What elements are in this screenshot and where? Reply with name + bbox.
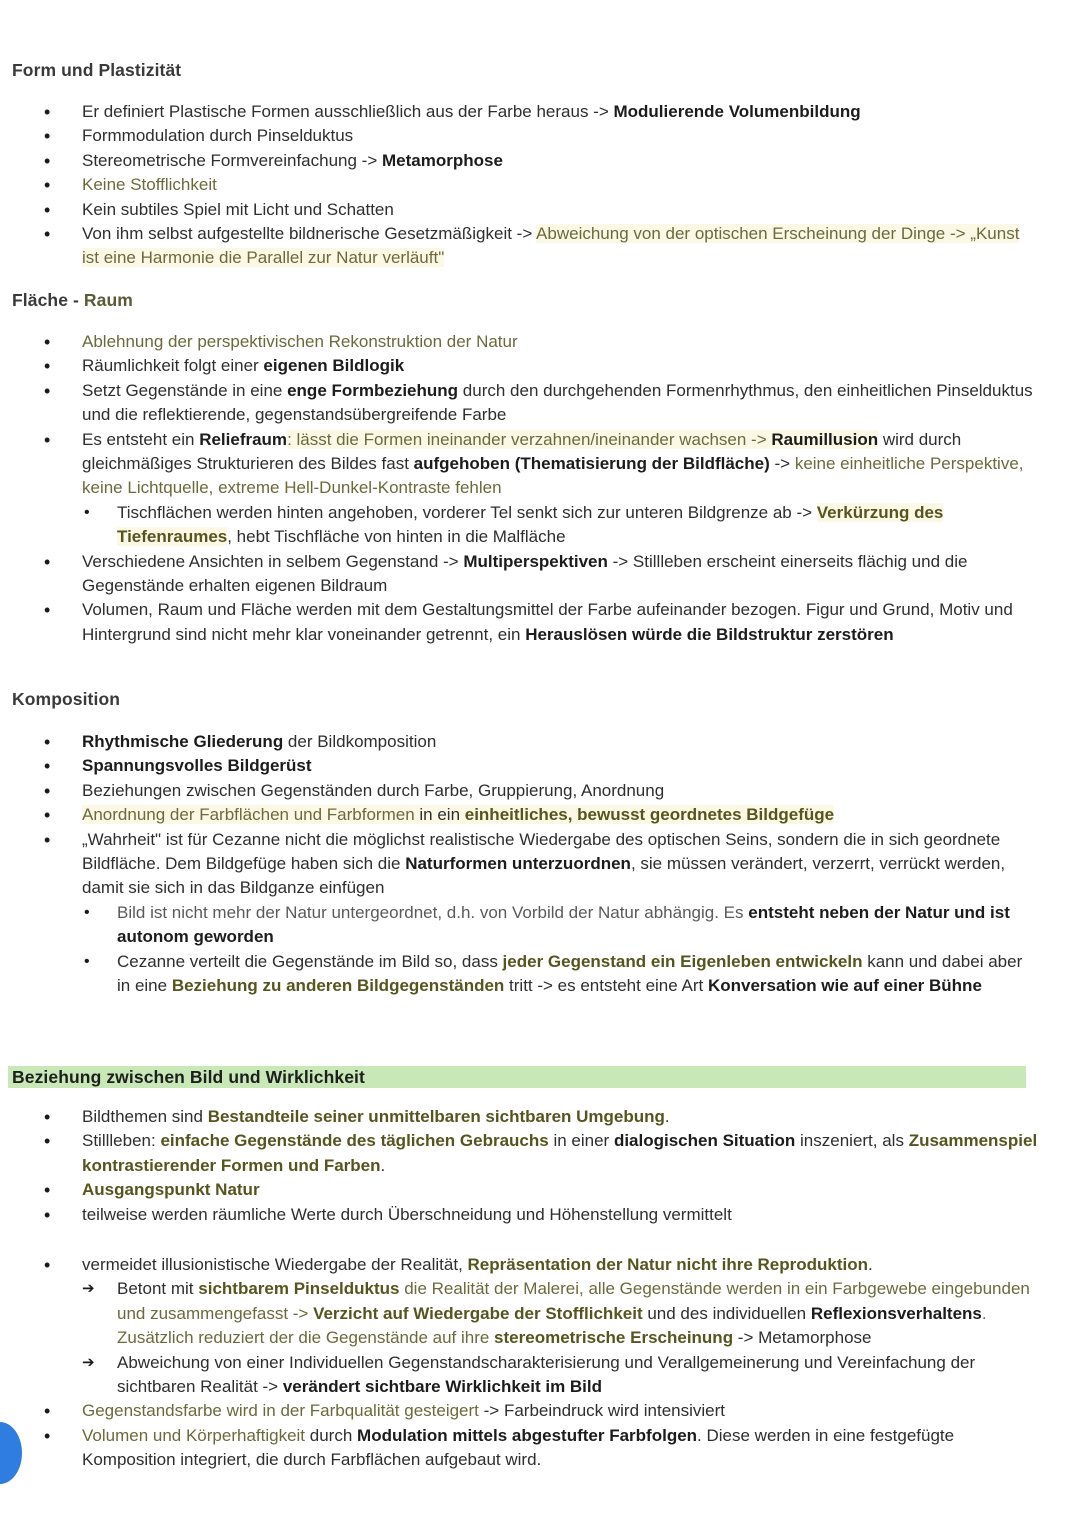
list-item — [0, 828, 1040, 999]
heading-beziehung-bild-wirklichkeit: Beziehung zwischen Bild und Wirklichkeit — [8, 1066, 1026, 1088]
list-item — [0, 1105, 1040, 1129]
list-raum — [0, 330, 1040, 647]
item-bold: entsteht neben der Natur und ist autonom geworden — [117, 902, 1010, 947]
list-item — [0, 598, 1040, 647]
item-text: Setzt Gegenstände in eine — [82, 380, 288, 400]
item-bold: Zusammenspiel kontrastierender Formen und Farben — [82, 1131, 1038, 1175]
item-bold: dialogischen Situation — [613, 1131, 796, 1151]
item-text: Von ihm selbst aufgestellte bildnerische Gesetzmäßigkeit -> — [82, 224, 537, 244]
item-text: in ein — [414, 805, 465, 825]
item-text: Stereometrische Formvereinfachung -> — [82, 150, 382, 170]
item-text: Bild ist nicht mehr der Natur untergeordnet, d.h. von Vorbild der Natur abhängig. Es — [117, 902, 749, 922]
list-item — [0, 100, 1040, 124]
item-bold: Multiperspektiven — [463, 551, 608, 571]
item-bold: Konversation wie auf einer Bühne — [707, 976, 982, 996]
item-bold: eigenen Bildlogik — [263, 356, 405, 376]
list-item — [0, 803, 1040, 827]
list-beziehung-2 — [0, 1253, 1040, 1473]
item-text: . — [380, 1155, 386, 1175]
list-item — [0, 149, 1040, 173]
item-text: -> Stillleben erscheint einerseits flächig und die Gegenstände erhalten eigenen Bildraum — [82, 551, 968, 596]
item-text: Ablehnung der perspektivischen Rekonstruktion der Natur — [82, 332, 518, 351]
list-item — [0, 124, 1040, 148]
item-text: Cezanne verteilt die Gegenstände im Bild so, dass — [117, 951, 503, 971]
item-text: die Realität der Malerei, alle Gegenstände werden in ein Farbgewebe eingebunden und zusammengefasst -> — [117, 1279, 1030, 1323]
item-text: keine einheitliche Perspektive, keine Lichtquelle, extreme Hell-Dunkel-Kontraste fehlen — [82, 454, 1024, 498]
item-bold: Herauslösen würde die Bildstruktur zerstören — [525, 624, 894, 644]
item-text: Kein subtiles Spiel mit Licht und Schatten — [82, 199, 394, 219]
list-item — [0, 754, 1040, 778]
item-text: durch den durchgehenden Formenrhythmus, den einheitlichen Pinselduktus und die reflektierende, gegenstandsübergreifende Farbe — [82, 380, 1033, 425]
item-bold: stereometrische Erscheinung — [494, 1328, 734, 1348]
item-text: „Wahrheit" ist für Cezanne nicht die möglichst realistische Wiedergabe des optischen Seins, sondern die in sich geordnete Bildfläche. Dem Bildgefüge haben sich die — [82, 829, 1001, 874]
item-text: Volumen und Körperhaftigkeit — [82, 1425, 306, 1445]
item-bold: Reliefraum — [199, 429, 288, 449]
list-komposition — [0, 730, 1040, 998]
item-text: Abweichung von einer Individuellen Gegenstandscharakterisierung und Verallgemeinerung und Vereinfachung der sichtbaren Realität -> — [117, 1352, 976, 1397]
item-text: und des individuellen — [642, 1303, 811, 1323]
list-item — [0, 354, 1040, 378]
item-text: : lässt die Formen ineinander verzahnen/ineinander wachsen -> — [287, 429, 772, 449]
item-text: durch — [305, 1425, 358, 1445]
item-text: -> Metamorphose — [733, 1328, 872, 1348]
list-form — [0, 100, 1040, 271]
item-text: Keine Stofflichkeit — [82, 175, 217, 195]
item-bold: Rhythmische Gliederung — [82, 732, 284, 751]
item-bold: Modulation mittels abgestufter Farbfolgen — [357, 1425, 698, 1445]
item-bold: Reflexionsverhaltens — [810, 1303, 982, 1323]
item-text: teilweise werden räumliche Werte durch Überschneidung und Höhenstellung vermittelt — [82, 1204, 732, 1224]
item-bold: sichtbarem Pinselduktus — [198, 1279, 400, 1299]
item-text: Es entsteht ein — [82, 429, 200, 449]
item-text: . Zusätzlich reduziert der die Gegenstände auf ihre — [117, 1303, 987, 1348]
item-text: wird durch gleichmäßiges Strukturieren des Bildes fast — [82, 429, 962, 474]
item-text: Räumlichkeit folgt einer — [82, 356, 264, 376]
item-text: Betont mit — [117, 1279, 199, 1299]
list-item — [0, 1424, 1040, 1473]
list-item — [0, 550, 1040, 599]
list-item — [0, 1178, 1040, 1202]
item-text: Anordnung der Farbflächen und Farbformen — [82, 805, 415, 825]
list-item — [0, 173, 1040, 197]
item-text: -> Farbeindruck wird intensiviert — [478, 1401, 726, 1421]
item-text: tritt -> es entsteht eine Art — [504, 976, 708, 996]
item-highlight: Abweichung von der optischen Erscheinung der Dinge -> „Kunst ist eine Harmonie die Parallel zur Natur verläuft" — [82, 224, 1020, 268]
heading-flaeche-raum — [12, 290, 133, 311]
heading-part: Fläche - — [12, 290, 84, 310]
item-bold: aufgehoben (Thematisierung der Bildfläche) — [413, 454, 770, 474]
list-item — [0, 330, 1040, 354]
item-text: Verschiedene Ansichten in selbem Gegenstand -> — [82, 551, 464, 571]
list-item — [0, 222, 1040, 271]
item-text: inszeniert, als — [795, 1131, 909, 1151]
item-bold: Naturformen unterzuordnen — [405, 854, 631, 874]
item-text: . — [868, 1255, 873, 1274]
item-bold: einheitliches, bewusst geordnetes Bildgefüge — [464, 805, 835, 825]
sublist-item — [82, 901, 1040, 950]
item-bold: Ausgangspunkt Natur — [82, 1180, 260, 1200]
sublist-item — [82, 501, 1040, 550]
sublist — [82, 501, 1040, 550]
item-text: -> — [769, 454, 795, 474]
item-text: Volumen, Raum und Fläche werden mit dem Gestaltungsmittel der Farbe aufeinander bezogen. Figur und Grund, Motiv und Hintergrund sind nicht mehr klar voneinander getrennt, ein — [82, 600, 1013, 644]
sublist — [82, 901, 1040, 999]
item-text: Bildthemen sind — [82, 1107, 208, 1126]
item-text: , hebt Tischfläche von hinten in die Malfläche — [227, 527, 566, 547]
sublist-item — [82, 1351, 1040, 1400]
heading-form-plastizitaet: Form und Plastizität — [12, 60, 182, 80]
item-text: der Bildkomposition — [283, 732, 437, 751]
sublist-item — [82, 950, 1040, 999]
item-bold: Verzicht auf Wiedergabe der Stofflichkeit — [313, 1303, 643, 1323]
list-item — [0, 379, 1040, 428]
item-text: in einer — [548, 1131, 614, 1151]
list-item — [0, 1203, 1040, 1227]
item-text: . — [664, 1107, 670, 1126]
item-text: , sie müssen verändert, verzerrt, verrückt werden, damit sie sich in das Bildganze einfügen — [82, 854, 1006, 898]
list-item — [0, 1129, 1040, 1178]
item-bold: Verkürzung des Tiefenraumes — [117, 502, 944, 547]
arrow-sublist — [82, 1277, 1040, 1399]
item-text: Tischflächen werden hinten angehoben, vorderer Tel senkt sich zur unteren Bildgrenze ab -> — [117, 502, 817, 522]
item-bold: jeder Gegenstand ein Eigenleben entwickeln — [502, 951, 863, 971]
item-text: Beziehungen zwischen Gegenständen durch Farbe, Gruppierung, Anordnung — [82, 780, 665, 800]
item-bold: verändert sichtbare Wirklichkeit im Bild — [282, 1377, 603, 1397]
item-bold: Raumillusion — [771, 429, 879, 449]
item-bold: Metamorphose — [382, 150, 503, 170]
list-item — [0, 779, 1040, 803]
item-bold: enge Formbeziehung — [287, 380, 459, 400]
item-bold: Spannungsvolles Bildgerüst — [82, 756, 312, 776]
list-item — [0, 1253, 1040, 1399]
item-bold: Modulierende Volumenbildung — [613, 102, 861, 121]
item-bold: Beziehung zu anderen Bildgegenständen — [171, 976, 505, 996]
item-text: vermeidet illusionistische Wiedergabe der Realität, — [82, 1255, 468, 1274]
sublist-item — [82, 1277, 1040, 1350]
item-bold: einfache Gegenstände des täglichen Gebrauchs — [160, 1131, 549, 1151]
item-bold: Repräsentation der Natur nicht ihre Reproduktion — [467, 1255, 869, 1274]
item-text: . Diese werden in eine festgefügte Komposition integriert, die durch Farbflächen aufgebaut wird. — [82, 1425, 955, 1470]
heading-komposition: Komposition — [12, 689, 121, 709]
item-text: Er definiert Plastische Formen ausschließlich aus der Farbe heraus -> — [82, 102, 614, 121]
item-text: Formmodulation durch Pinselduktus — [82, 126, 354, 146]
list-item — [0, 1399, 1040, 1423]
item-text: kann und dabei aber in eine — [117, 951, 1023, 996]
heading-part: Raum — [83, 290, 133, 310]
list-item — [0, 198, 1040, 222]
list-item — [0, 428, 1040, 550]
list-item — [0, 730, 1040, 754]
item-text: Gegenstandsfarbe wird in der Farbqualität gesteigert — [82, 1401, 479, 1421]
list-beziehung — [0, 1105, 1040, 1227]
item-bold: Bestandteile seiner unmittelbaren sichtbaren Umgebung — [207, 1107, 665, 1126]
item-text: Stillleben: — [82, 1131, 161, 1151]
